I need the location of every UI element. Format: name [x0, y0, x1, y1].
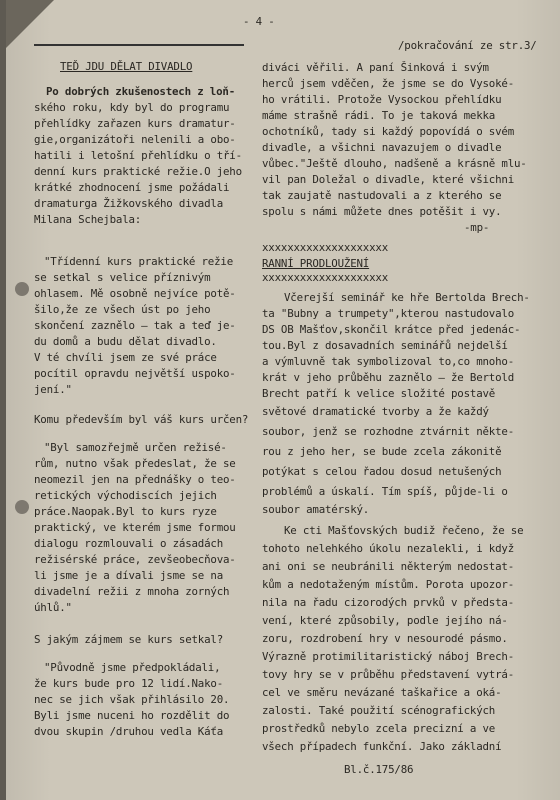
quote-line: skončení zaznělo – tak a teď je- — [34, 319, 236, 332]
article-line: tohoto nelehkého úkolu nezalekli, i když — [262, 542, 515, 555]
article-line: ta "Bubny a trumpety",kterou nastudovalo — [262, 307, 515, 320]
quote-line: ohlasem. Mě osobně nejvíce potě- — [34, 287, 236, 300]
quote-line: jení." — [34, 383, 72, 396]
answer-line: že kurs bude pro 12 lidí.Nako- — [34, 677, 224, 690]
separator: xxxxxxxxxxxxxxxxxxxx — [262, 271, 389, 284]
article-line: soubor, jenž se rozhodne ztvárnit někte- — [262, 425, 515, 438]
answer-line: Byli jsme nuceni ho rozdělit do — [34, 709, 230, 722]
article-line: DS OB Mašťov,skončil krátce před jedenác- — [262, 323, 521, 336]
answer-line: režisérské práce, zevšeobecňova- — [34, 553, 236, 566]
article-line: všech případech funkční. Jako základní — [262, 740, 502, 753]
separator: xxxxxxxxxxxxxxxxxxxx — [262, 241, 389, 254]
article-line: světové dramatické tvorby a že každý — [262, 405, 489, 418]
intro-line: hatili i letošní přehlídku o tří- — [34, 149, 242, 162]
intro-line: dramaturga Žižkovského divadla — [34, 197, 224, 210]
intro-line: gie,organizátoři nelenili a obo- — [34, 133, 236, 146]
article-line: Brecht patří k velice složité postavě — [262, 387, 496, 400]
page-corner-shadow — [6, 0, 54, 48]
article-line: tou.Byl z dosavadních seminářů nejdelší — [262, 339, 508, 352]
quote-line: V té chvíli jsem ze své práce — [34, 351, 217, 364]
page-number: - 4 - — [243, 15, 275, 28]
intro-line: přehlídky zařazen kurs dramatur- — [34, 117, 236, 130]
continuation-line: diváci věřili. A paní Šinková i svým — [262, 61, 489, 74]
top-rule — [34, 44, 244, 46]
answer-line: "Byl samozřejmě určen režisé- — [44, 441, 227, 454]
continuation-note: /pokračování ze str.3/ — [398, 39, 537, 52]
quote-line: pocítil opravdu největší uspoko- — [34, 367, 236, 380]
intro-line: ského roku, kdy byl do programu — [34, 101, 230, 114]
answer-line: li jsme je a dívali jsme se na — [34, 569, 224, 582]
intro-line: Milana Schejbala: — [34, 213, 142, 226]
article-line: soubor amatérský. — [262, 503, 370, 516]
continuation-line: spolu s námi můžete dnes potěšit i vy. — [262, 205, 502, 218]
continuation-line: ochotníků, tady si každý popovídá o svém — [262, 125, 515, 138]
answer-line: dvou skupin /druhou vedla Káťa — [34, 725, 224, 738]
answer-line: retických východiscích jejich — [34, 489, 217, 502]
article-line: ani oni se neubránili některým nedostat- — [262, 560, 515, 573]
answer-line: dialogu rozmlouvali o zásadách — [34, 537, 224, 550]
continuation-line: vůbec."Ještě dlouho, nadšeně a krásně mlu- — [262, 157, 527, 170]
continuation-line: vil pan Doležal o divadle, které všichni — [262, 173, 515, 186]
section-title: RANNÍ PRODLOUŽENÍ — [262, 257, 370, 270]
article-line: tovy hry se v průběhu představení vytrá- — [262, 668, 515, 681]
article-line: vení, které způsobily, podle jejího ná- — [262, 614, 508, 627]
article-line: krát v jeho průběhu zaznělo – že Bertold — [262, 371, 515, 384]
answer-line: neomezil jen na přednášky o teo- — [34, 473, 236, 486]
continuation-line: ho vrátili. Protože Vysockou přehlídku — [262, 93, 502, 106]
article-line: cel ve směru nevázané taškařice a oká- — [262, 686, 502, 699]
article-line: zoru, rozdrobení hry v nesourodé pásmo. — [262, 632, 508, 645]
quote-line: du domů a budu dělat divadlo. — [34, 335, 217, 348]
answer-line: úhlů." — [34, 601, 72, 614]
article-line: problémů a úskalí. Tím spíš, půjde-li o — [262, 485, 508, 498]
article-line: Výrazně protimilitaristický náboj Brech- — [262, 650, 515, 663]
article-line: kům a nedotaženým místům. Porota upozor- — [262, 578, 515, 591]
punch-hole — [15, 282, 29, 296]
article-line: a výmluvně tak symbolizoval to,co mnoho- — [262, 355, 515, 368]
answer-line: rům, nutno však předeslat, že se — [34, 457, 236, 470]
quote-line: "Třídenní kurs praktické režie — [44, 255, 234, 268]
answer-line: nec se jich však přihlásilo 20. — [34, 693, 230, 706]
answer-line: "Původně jsme předpokládali, — [44, 661, 221, 674]
continuation-line: herců jsem vděčen, že jsme se do Vysoké- — [262, 77, 515, 90]
article-line: zalosti. Také použití scénografických — [262, 704, 496, 717]
article-line: nila na řadu cizorodých prvků v předsta- — [262, 596, 515, 609]
punch-hole — [15, 500, 29, 514]
article-line: rou z jeho her, se bude zcela zákonitě — [262, 445, 502, 458]
quote-line: šilo,že ze všech úst po jeho — [34, 303, 211, 316]
continuation-line: máme strašně rádi. To je taková mekka — [262, 109, 496, 122]
continuation-line: tak zaujatě nastudovali a z kterého se — [262, 189, 502, 202]
answer-line: práce.Naopak.Byl to kurs ryze — [34, 505, 217, 518]
intro-line: denní kurs praktické režie.O jeho — [34, 165, 242, 178]
continuation-line: divadle, a všichni navazujem o divadle — [262, 141, 502, 154]
article-line: Ke cti Mašťovských budiž řečeno, že se — [284, 524, 524, 537]
document-page — [6, 0, 560, 800]
article-line: potýkat s celou řadou dosud netušených — [262, 465, 502, 478]
answer-line: divadelní režii z mnoha zorných — [34, 585, 230, 598]
intro-line: Po dobrých zkušenostech z loň- — [46, 85, 236, 98]
quote-line: se setkal s velice příznivým — [34, 271, 211, 284]
interview-question: S jakým zájmem se kurs setkal? — [34, 633, 224, 646]
bulletin-number: Bl.č.175/86 — [344, 763, 414, 776]
article-line: prostředků nebylo zcela precizní a ve — [262, 722, 496, 735]
interview-question: Komu především byl váš kurs určen? — [34, 413, 249, 426]
intro-line: krátké zhodnocení jsme požádali — [34, 181, 230, 194]
article-title: TEĎ JDU DĚLAT DIVADLO — [60, 60, 193, 73]
author-signature: -mp- — [464, 221, 490, 234]
article-line: Včerejší seminář ke hře Bertolda Brech- — [284, 291, 530, 304]
answer-line: praktický, ve kterém jsme formou — [34, 521, 236, 534]
